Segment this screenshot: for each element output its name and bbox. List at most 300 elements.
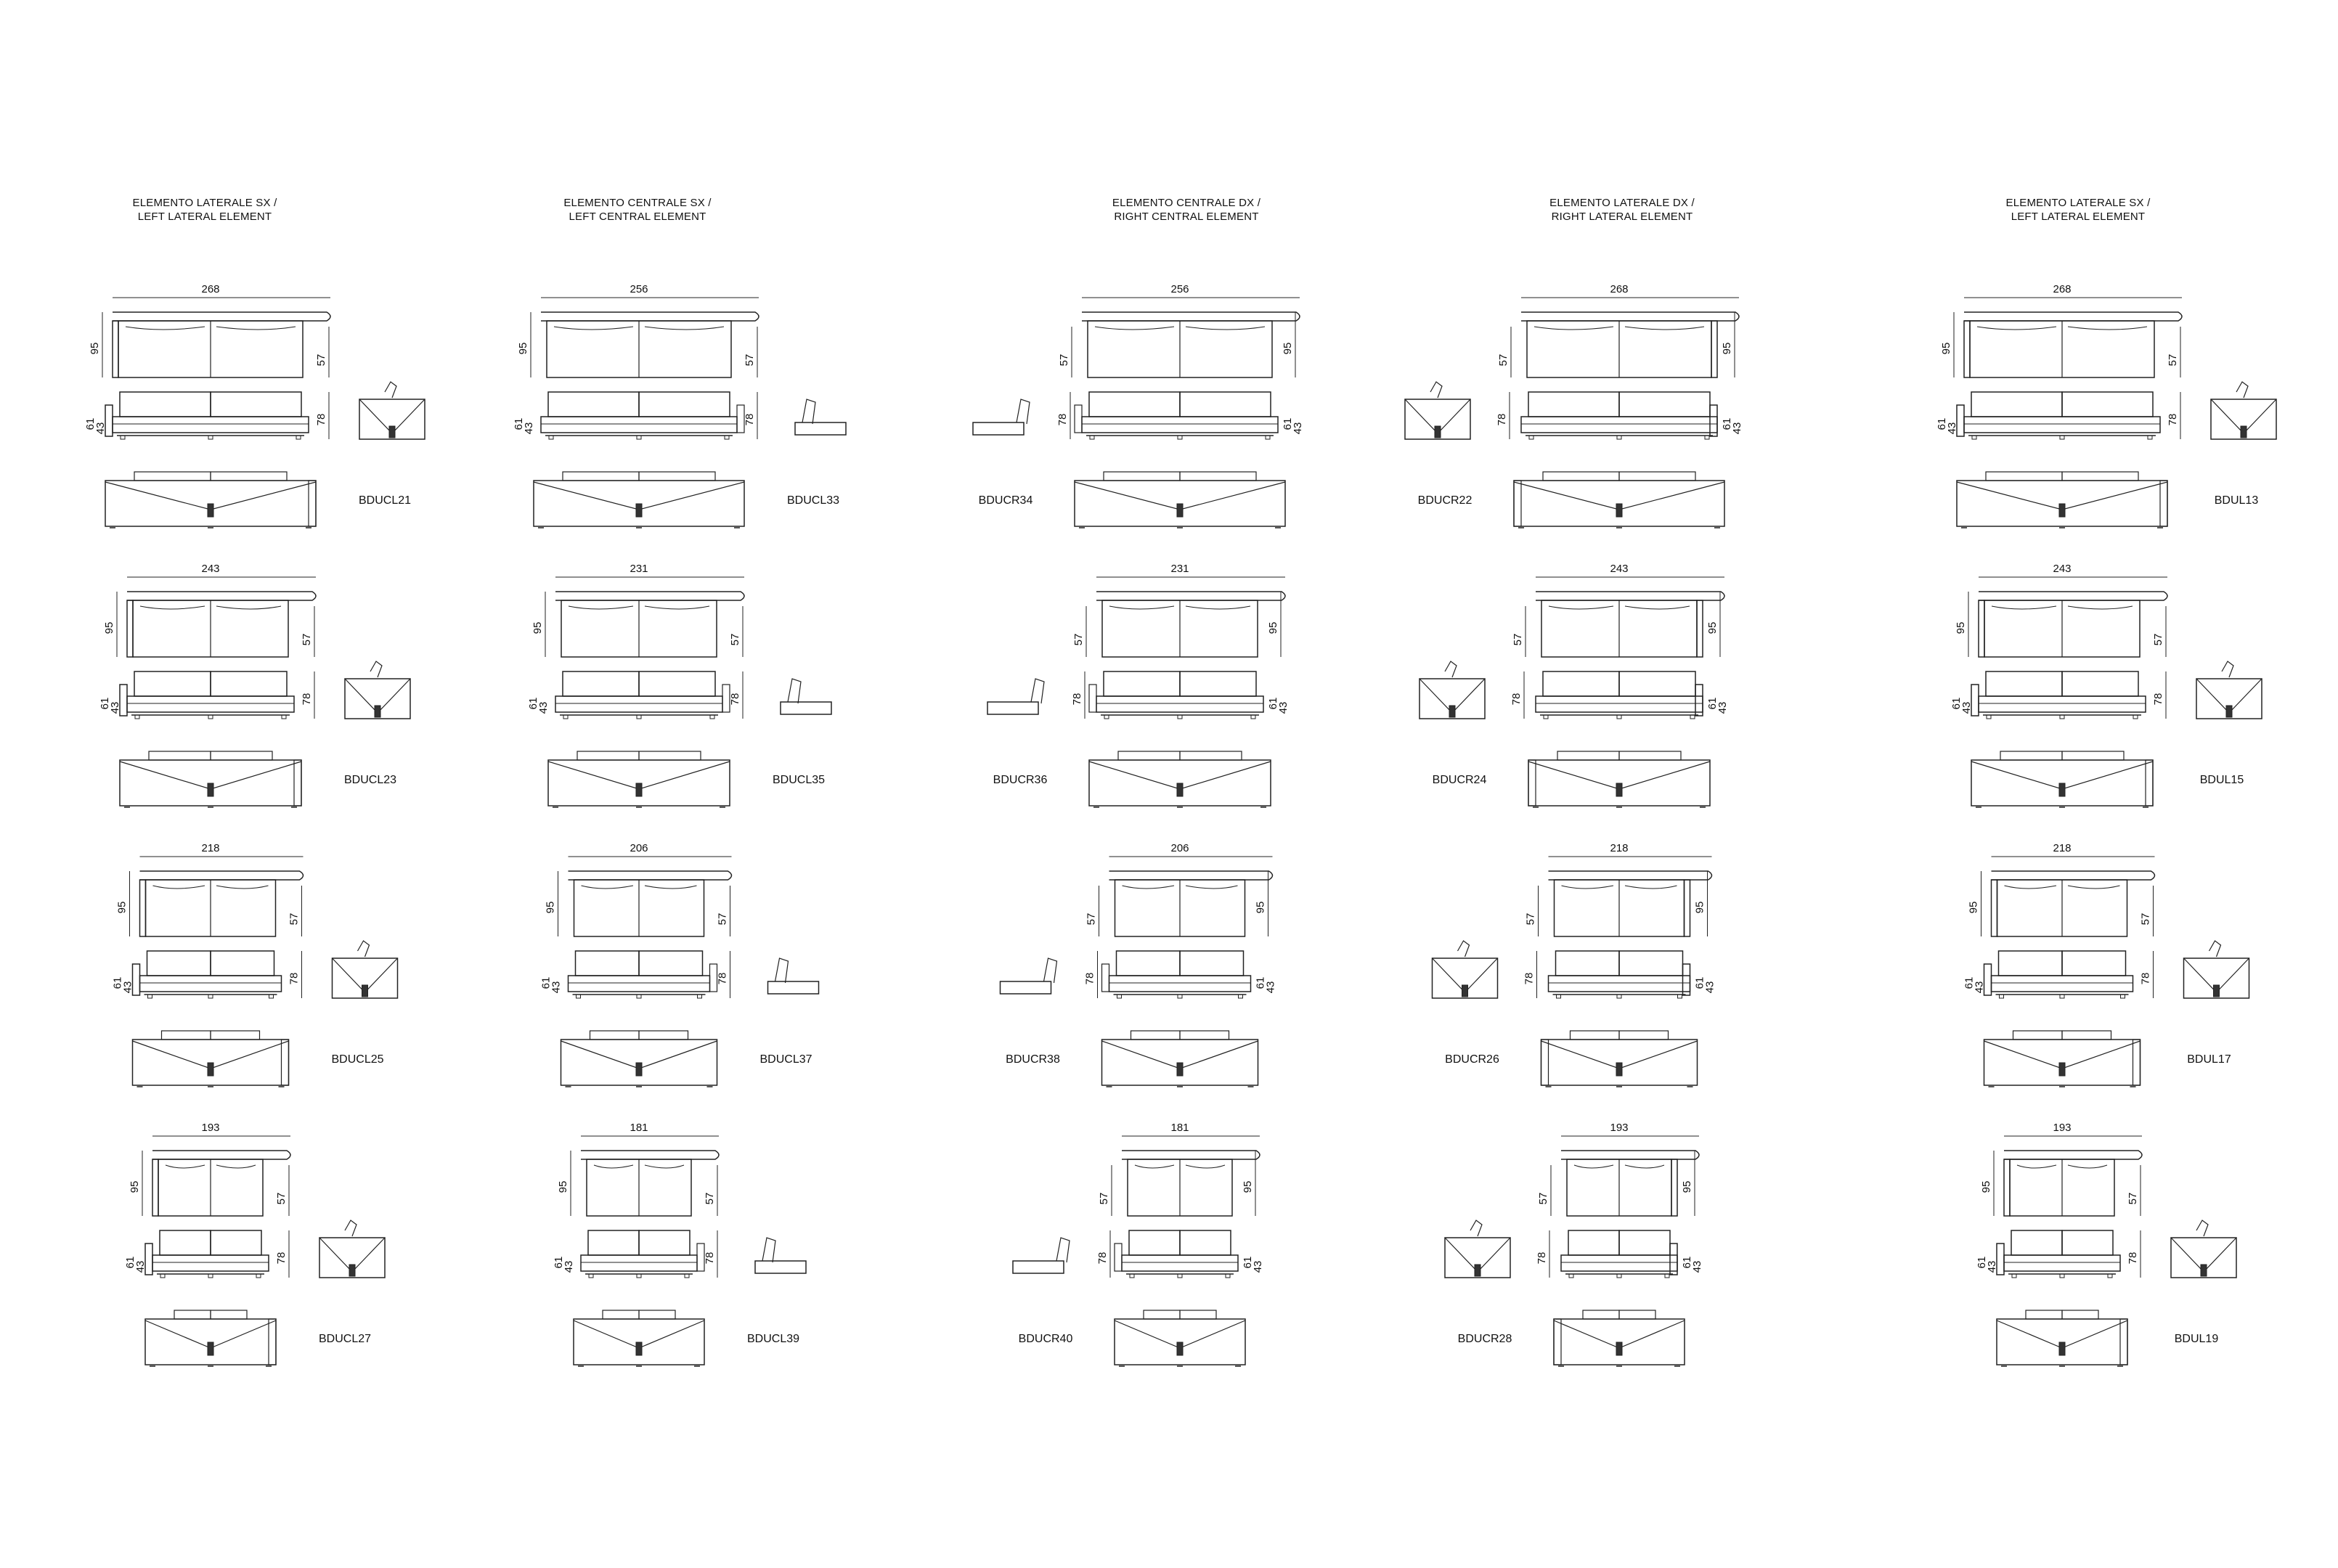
rear-cushion-outline — [1180, 472, 1256, 481]
armrest-outline — [1979, 600, 1984, 657]
arm-height-dimension-label: 61 — [1693, 976, 1706, 989]
module-BDUCL35 — [527, 563, 831, 807]
height-dimension-label: 78 — [1536, 1251, 1548, 1265]
rear-cushion-outline — [162, 1031, 211, 1040]
rear-foot — [2059, 504, 2065, 517]
cushion-outline — [2017, 1165, 2056, 1168]
side-view-seat — [755, 1261, 806, 1273]
backrest-outline — [1964, 312, 2182, 321]
cushion-outline — [1977, 327, 2056, 330]
product-code-label: BDUCL27 — [318, 1333, 372, 1345]
width-dimension-label: 243 — [201, 563, 220, 575]
rear-cushion-outline — [1557, 751, 1619, 760]
seat-front-outline — [1082, 417, 1278, 433]
height-dimension-label: 78 — [1496, 413, 1508, 426]
side-view-foot — [375, 706, 380, 717]
side-view-foot — [2201, 1265, 2207, 1276]
back-cushion-outline — [548, 392, 639, 417]
seat-depth-dimension-label: 57 — [1058, 354, 1070, 367]
back-cushion-outline — [639, 951, 703, 976]
rear-armrest — [309, 481, 316, 526]
arm-height-dimension-label: 61 — [1242, 1256, 1254, 1269]
seat-front-outline — [541, 417, 737, 433]
side-view-foot — [2214, 985, 2220, 997]
rear-armrest — [282, 1040, 289, 1085]
back-cushion-outline — [1971, 392, 2062, 417]
back-cushion-outline — [1619, 951, 1683, 976]
seat-height-dimension-label: 43 — [523, 422, 535, 435]
rear-foot — [1616, 1063, 1622, 1076]
side-view-foot — [389, 426, 395, 438]
module-BDUCR34 — [973, 283, 1304, 528]
rear-cushion-outline — [211, 1310, 247, 1319]
column-title-line2: LEFT LATERAL ELEMENT — [137, 211, 272, 223]
back-cushion-outline — [2011, 1230, 2062, 1255]
module-BDUL17 — [1963, 842, 2249, 1087]
cushion-outline — [1186, 606, 1250, 609]
cushion-outline — [1625, 327, 1704, 330]
back-cushion-outline — [1180, 671, 1256, 696]
cushion-outline — [2068, 327, 2147, 330]
rear-foot — [2059, 1342, 2065, 1355]
depth-dimension-label: 95 — [1955, 621, 1967, 634]
rear-cushion-outline — [639, 1031, 688, 1040]
cushion-outline — [153, 886, 205, 889]
seat-height-dimension-label: 43 — [1252, 1260, 1264, 1273]
height-dimension-label: 78 — [729, 693, 741, 706]
backrest-outline — [1992, 871, 2155, 880]
backrest-outline — [569, 871, 732, 880]
module-BDUCR28 — [1445, 1122, 1703, 1366]
product-code-label: BDUL13 — [2214, 494, 2259, 507]
backrest-outline — [1122, 1151, 1260, 1159]
back-cushion-outline — [1180, 1230, 1231, 1255]
depth-dimension-label: 95 — [1681, 1180, 1693, 1193]
column-title-line2: LEFT CENTRAL ELEMENT — [569, 211, 706, 223]
module-BDUCR36 — [987, 563, 1290, 807]
rear-armrest — [2160, 481, 2167, 526]
side-view-back — [1031, 679, 1044, 703]
armrest-outline — [1697, 600, 1703, 657]
seat-height-dimension-label: 43 — [1986, 1260, 1998, 1273]
height-dimension-label: 78 — [2152, 693, 2164, 706]
armrest-front-outline — [1695, 685, 1703, 716]
arm-height-dimension-label: 61 — [513, 417, 525, 430]
rear-cushion-outline — [2013, 1031, 2063, 1040]
seat-front-outline — [569, 976, 710, 992]
cushion-outline — [1625, 886, 1677, 889]
rear-cushion-outline — [2000, 751, 2062, 760]
backrest-outline — [113, 312, 330, 321]
module-BDUCL37 — [540, 842, 819, 1087]
rear-foot — [1177, 1342, 1183, 1355]
back-cushion-outline — [147, 951, 211, 976]
cushion-outline — [645, 327, 724, 330]
back-cushion-outline — [1129, 1230, 1180, 1255]
rear-foot — [1616, 1342, 1622, 1355]
arm-height-dimension-label: 61 — [1254, 976, 1267, 989]
rear-cushion-outline — [1131, 1031, 1181, 1040]
cushion-outline — [1549, 606, 1613, 609]
cushion-outline — [645, 1165, 684, 1168]
height-dimension-label: 78 — [2167, 413, 2179, 426]
seat-height-dimension-label: 43 — [1731, 422, 1743, 435]
arm-height-dimension-label: 61 — [1721, 417, 1733, 430]
back-cushion-outline — [160, 1230, 211, 1255]
module-BDUCR24 — [1420, 563, 1729, 807]
cushion-outline — [645, 606, 709, 609]
armrest-outline — [1992, 880, 1997, 936]
cushion-outline — [1625, 606, 1690, 609]
side-view-back — [775, 958, 789, 983]
arm-height-dimension-label: 61 — [553, 1256, 565, 1269]
back-cushion-outline — [211, 392, 301, 417]
rear-foot — [1177, 783, 1183, 796]
side-view-back — [1044, 958, 1057, 983]
depth-dimension-label: 95 — [1282, 342, 1294, 355]
column-title-line2: RIGHT LATERAL ELEMENT — [1551, 211, 1693, 223]
arm-height-dimension-label: 61 — [1706, 697, 1719, 710]
rear-cushion-outline — [1583, 1310, 1619, 1319]
product-code-label: BDUL15 — [2199, 774, 2244, 786]
rear-cushion-outline — [2026, 1310, 2062, 1319]
rear-cushion-outline — [2062, 472, 2138, 481]
side-view-seat — [1001, 981, 1051, 994]
armrest-outline — [127, 600, 133, 657]
cushion-outline — [1186, 1165, 1225, 1168]
back-cushion-outline — [134, 671, 211, 696]
back-cushion-outline — [2062, 1230, 2113, 1255]
product-code-label: BDUCR24 — [1432, 774, 1487, 786]
side-view-seat — [973, 422, 1024, 435]
side-view-seat — [987, 702, 1038, 714]
arm-height-dimension-label: 61 — [1976, 1256, 1988, 1269]
rear-cushion-outline — [1543, 472, 1619, 481]
rear-foot — [636, 783, 642, 796]
cushion-outline — [2068, 886, 2120, 889]
seat-depth-dimension-label: 57 — [301, 633, 313, 646]
armrest-outline — [140, 880, 146, 936]
height-dimension-label: 78 — [1510, 693, 1523, 706]
rear-armrest — [2146, 760, 2153, 806]
depth-dimension-label: 95 — [1267, 621, 1279, 634]
seat-front-outline — [1096, 696, 1263, 712]
rear-armrest — [2120, 1319, 2127, 1365]
side-view-cushion — [2236, 382, 2248, 398]
seat-depth-dimension-label: 57 — [2127, 1192, 2139, 1205]
seat-height-dimension-label: 43 — [1960, 701, 1973, 714]
width-dimension-label: 218 — [201, 842, 220, 854]
module-BDUCR40 — [1013, 1122, 1264, 1366]
back-cushion-outline — [2062, 392, 2153, 417]
side-view-foot — [1475, 1265, 1480, 1276]
extension-outline — [1115, 1244, 1122, 1271]
rear-cushion-outline — [2062, 751, 2124, 760]
product-code-label: BDUCR40 — [1018, 1333, 1073, 1345]
cushion-outline — [2068, 1165, 2107, 1168]
side-view-seat — [768, 981, 819, 994]
extension-outline — [1089, 685, 1096, 712]
rear-foot — [208, 1342, 213, 1355]
armrest-outline — [152, 1159, 158, 1216]
seat-height-dimension-label: 43 — [537, 701, 550, 714]
back-cushion-outline — [1180, 392, 1271, 417]
depth-dimension-label: 95 — [1254, 901, 1267, 914]
back-cushion-outline — [563, 671, 639, 696]
side-view-foot — [349, 1265, 355, 1276]
depth-dimension-label: 95 — [89, 342, 101, 355]
width-dimension-label: 218 — [2053, 842, 2072, 854]
depth-dimension-label: 95 — [1967, 901, 1980, 914]
armrest-outline — [1964, 321, 1970, 377]
rear-foot — [208, 1063, 213, 1076]
back-cushion-outline — [1104, 671, 1180, 696]
product-code-label: BDUCL35 — [772, 774, 826, 786]
back-cushion-outline — [588, 1230, 639, 1255]
rear-foot — [208, 504, 213, 517]
cushion-outline — [216, 606, 281, 609]
height-dimension-label: 78 — [275, 1251, 288, 1265]
column-title-line1: ELEMENTO LATERALE DX / — [1549, 197, 1695, 209]
armrest-front-outline — [1683, 964, 1690, 995]
seat-depth-dimension-label: 57 — [315, 354, 327, 367]
seat-front-outline — [1536, 696, 1703, 712]
rear-cushion-outline — [577, 751, 639, 760]
seat-depth-dimension-label: 57 — [1098, 1192, 1110, 1205]
rear-cushion-outline — [1180, 751, 1242, 760]
depth-dimension-label: 95 — [129, 1180, 141, 1193]
depth-dimension-label: 95 — [103, 621, 115, 634]
seat-height-dimension-label: 43 — [1946, 422, 1958, 435]
width-dimension-label: 193 — [2053, 1122, 2072, 1134]
seat-depth-dimension-label: 57 — [1072, 633, 1085, 646]
side-view-cushion — [1445, 661, 1457, 677]
arm-height-dimension-label: 61 — [527, 697, 539, 710]
module-BDUCL23 — [99, 563, 410, 807]
module-BDUCL21 — [84, 283, 425, 528]
rear-cushion-outline — [1118, 751, 1180, 760]
backrest-outline — [140, 871, 304, 880]
backrest-outline — [1536, 592, 1724, 600]
back-cushion-outline — [1986, 671, 2062, 696]
back-cushion-outline — [1089, 392, 1180, 417]
width-dimension-label: 181 — [630, 1122, 648, 1134]
product-code-label: BDUCR22 — [1417, 494, 1473, 507]
back-cushion-outline — [1528, 392, 1619, 417]
armrest-front-outline — [1670, 1244, 1677, 1275]
side-view-cushion — [370, 661, 382, 677]
column-title-line1: ELEMENTO LATERALE SX / — [132, 197, 277, 209]
backrest-outline — [541, 312, 759, 321]
seat-front-outline — [113, 417, 309, 433]
rear-armrest — [1554, 1319, 1561, 1365]
back-cushion-outline — [1543, 671, 1619, 696]
arm-height-dimension-label: 61 — [111, 976, 124, 989]
rear-foot — [636, 504, 642, 517]
rear-cushion-outline — [1571, 1031, 1620, 1040]
seat-depth-dimension-label: 57 — [288, 912, 301, 926]
seat-depth-dimension-label: 57 — [716, 912, 729, 926]
side-view-cushion — [358, 941, 370, 957]
rear-armrest — [294, 760, 301, 806]
rear-foot — [1177, 504, 1183, 517]
side-view-cushion — [1430, 382, 1442, 398]
back-cushion-outline — [1568, 1230, 1619, 1255]
cushion-outline — [2068, 606, 2133, 609]
cushion-outline — [1186, 327, 1265, 330]
seat-front-outline — [1964, 417, 2160, 433]
height-dimension-label: 78 — [1523, 972, 1536, 985]
side-view-cushion — [385, 382, 396, 398]
depth-dimension-label: 95 — [531, 621, 544, 634]
back-cushion-outline — [2062, 951, 2126, 976]
back-cushion-outline — [576, 951, 640, 976]
back-cushion-outline — [120, 392, 211, 417]
cushion-outline — [645, 886, 697, 889]
depth-dimension-label: 95 — [517, 342, 529, 355]
side-view-cushion — [2209, 941, 2221, 957]
seat-front-outline — [581, 1255, 697, 1271]
seat-height-dimension-label: 43 — [563, 1260, 575, 1273]
side-view-cushion — [345, 1220, 357, 1236]
backrest-outline — [1549, 871, 1712, 880]
side-view-foot — [362, 985, 368, 997]
cushion-outline — [140, 606, 205, 609]
seat-front-outline — [1521, 417, 1717, 433]
back-cushion-outline — [1619, 1230, 1670, 1255]
side-view-back — [1056, 1238, 1070, 1262]
rear-cushion-outline — [1619, 751, 1681, 760]
product-code-label: BDUCR28 — [1457, 1333, 1512, 1345]
depth-dimension-label: 95 — [1693, 901, 1706, 914]
arm-height-dimension-label: 61 — [124, 1256, 137, 1269]
rear-foot — [1616, 504, 1622, 517]
back-cushion-outline — [211, 671, 287, 696]
module-BDUCL27 — [124, 1122, 385, 1366]
seat-depth-dimension-label: 57 — [275, 1192, 288, 1205]
rear-cushion-outline — [563, 472, 639, 481]
height-dimension-label: 78 — [2127, 1251, 2139, 1265]
rear-cushion-outline — [1619, 472, 1695, 481]
side-view-seat — [795, 422, 846, 435]
product-code-label: BDUL17 — [2187, 1053, 2231, 1066]
depth-dimension-label: 95 — [1242, 1180, 1254, 1193]
side-view-foot — [2241, 426, 2247, 438]
rear-armrest — [1541, 1040, 1549, 1085]
rear-cushion-outline — [211, 751, 272, 760]
seat-depth-dimension-label: 57 — [704, 1192, 716, 1205]
width-dimension-label: 268 — [201, 283, 220, 295]
width-dimension-label: 243 — [1610, 563, 1629, 575]
seat-height-dimension-label: 43 — [1703, 981, 1716, 994]
seat-depth-dimension-label: 57 — [1497, 354, 1510, 367]
seat-depth-dimension-label: 57 — [1512, 633, 1524, 646]
seat-height-dimension-label: 43 — [121, 981, 134, 994]
seat-height-dimension-label: 43 — [134, 1260, 147, 1273]
seat-height-dimension-label: 43 — [109, 701, 121, 714]
height-dimension-label: 78 — [1056, 413, 1069, 426]
module-BDUCL25 — [112, 842, 398, 1087]
armrest-outline — [1711, 321, 1717, 377]
rear-cushion-outline — [1619, 1310, 1655, 1319]
seat-depth-dimension-label: 57 — [1524, 912, 1537, 926]
width-dimension-label: 243 — [2053, 563, 2072, 575]
arm-height-dimension-label: 61 — [539, 976, 553, 989]
backrest-outline — [1109, 871, 1273, 880]
arm-height-dimension-label: 61 — [1267, 697, 1279, 710]
rear-cushion-outline — [174, 1310, 211, 1319]
back-cushion-outline — [1999, 951, 2063, 976]
rear-cushion-outline — [2062, 1031, 2111, 1040]
seat-height-dimension-label: 43 — [1292, 422, 1304, 435]
side-view-cushion — [2196, 1220, 2208, 1236]
cushion-outline — [216, 886, 269, 889]
side-view-cushion — [2222, 661, 2233, 677]
height-dimension-label: 78 — [716, 972, 729, 985]
backrest-outline — [2004, 1151, 2142, 1159]
module-BDUCL33 — [513, 283, 846, 528]
product-code-label: BDUCR26 — [1445, 1053, 1499, 1066]
seat-front-outline — [2004, 1255, 2120, 1271]
rear-cushion-outline — [1180, 1031, 1229, 1040]
height-dimension-label: 78 — [315, 413, 327, 426]
rear-armrest — [1514, 481, 1521, 526]
product-code-label: BDUCL37 — [759, 1053, 812, 1066]
rear-armrest — [269, 1319, 276, 1365]
product-code-label: BDUCR36 — [993, 774, 1048, 786]
rear-armrest — [2133, 1040, 2141, 1085]
module-BDUL13 — [1936, 283, 2276, 528]
back-cushion-outline — [2062, 671, 2138, 696]
rear-foot — [2059, 1063, 2065, 1076]
extension-outline — [1102, 964, 1109, 992]
cushion-outline — [582, 886, 634, 889]
arm-height-dimension-label: 61 — [1950, 697, 1963, 710]
seat-front-outline — [1979, 696, 2146, 712]
rear-cushion-outline — [590, 1031, 640, 1040]
cushion-outline — [1574, 1165, 1613, 1168]
cushion-outline — [1562, 886, 1614, 889]
cushion-outline — [554, 327, 633, 330]
side-view-foot — [2226, 706, 2232, 717]
depth-dimension-label: 95 — [1940, 342, 1952, 355]
cushion-outline — [1186, 886, 1238, 889]
column-title-line2: RIGHT CENTRAL ELEMENT — [1114, 211, 1259, 223]
extension-outline — [1075, 405, 1082, 433]
arm-height-dimension-label: 61 — [1963, 976, 1976, 989]
cushion-outline — [1135, 1165, 1174, 1168]
side-view-cushion — [1470, 1220, 1482, 1236]
width-dimension-label: 206 — [630, 842, 648, 854]
side-view-cushion — [1458, 941, 1470, 957]
seat-depth-dimension-label: 57 — [2152, 633, 2164, 646]
product-code-label: BDUCL21 — [358, 494, 412, 507]
back-cushion-outline — [639, 1230, 690, 1255]
backrest-outline — [1521, 312, 1739, 321]
seat-front-outline — [1992, 976, 2133, 992]
width-dimension-label: 193 — [1610, 1122, 1629, 1134]
column-title-line2: LEFT LATERAL ELEMENT — [2011, 211, 2146, 223]
armrest-outline — [113, 321, 118, 377]
depth-dimension-label: 95 — [544, 901, 557, 914]
seat-front-outline — [555, 696, 722, 712]
width-dimension-label: 268 — [2053, 283, 2072, 295]
module-BDUCL39 — [553, 1122, 806, 1366]
armrest-outline — [2004, 1159, 2010, 1216]
rear-cushion-outline — [1144, 1310, 1180, 1319]
arm-height-dimension-label: 61 — [84, 417, 97, 430]
rear-cushion-outline — [1986, 472, 2062, 481]
